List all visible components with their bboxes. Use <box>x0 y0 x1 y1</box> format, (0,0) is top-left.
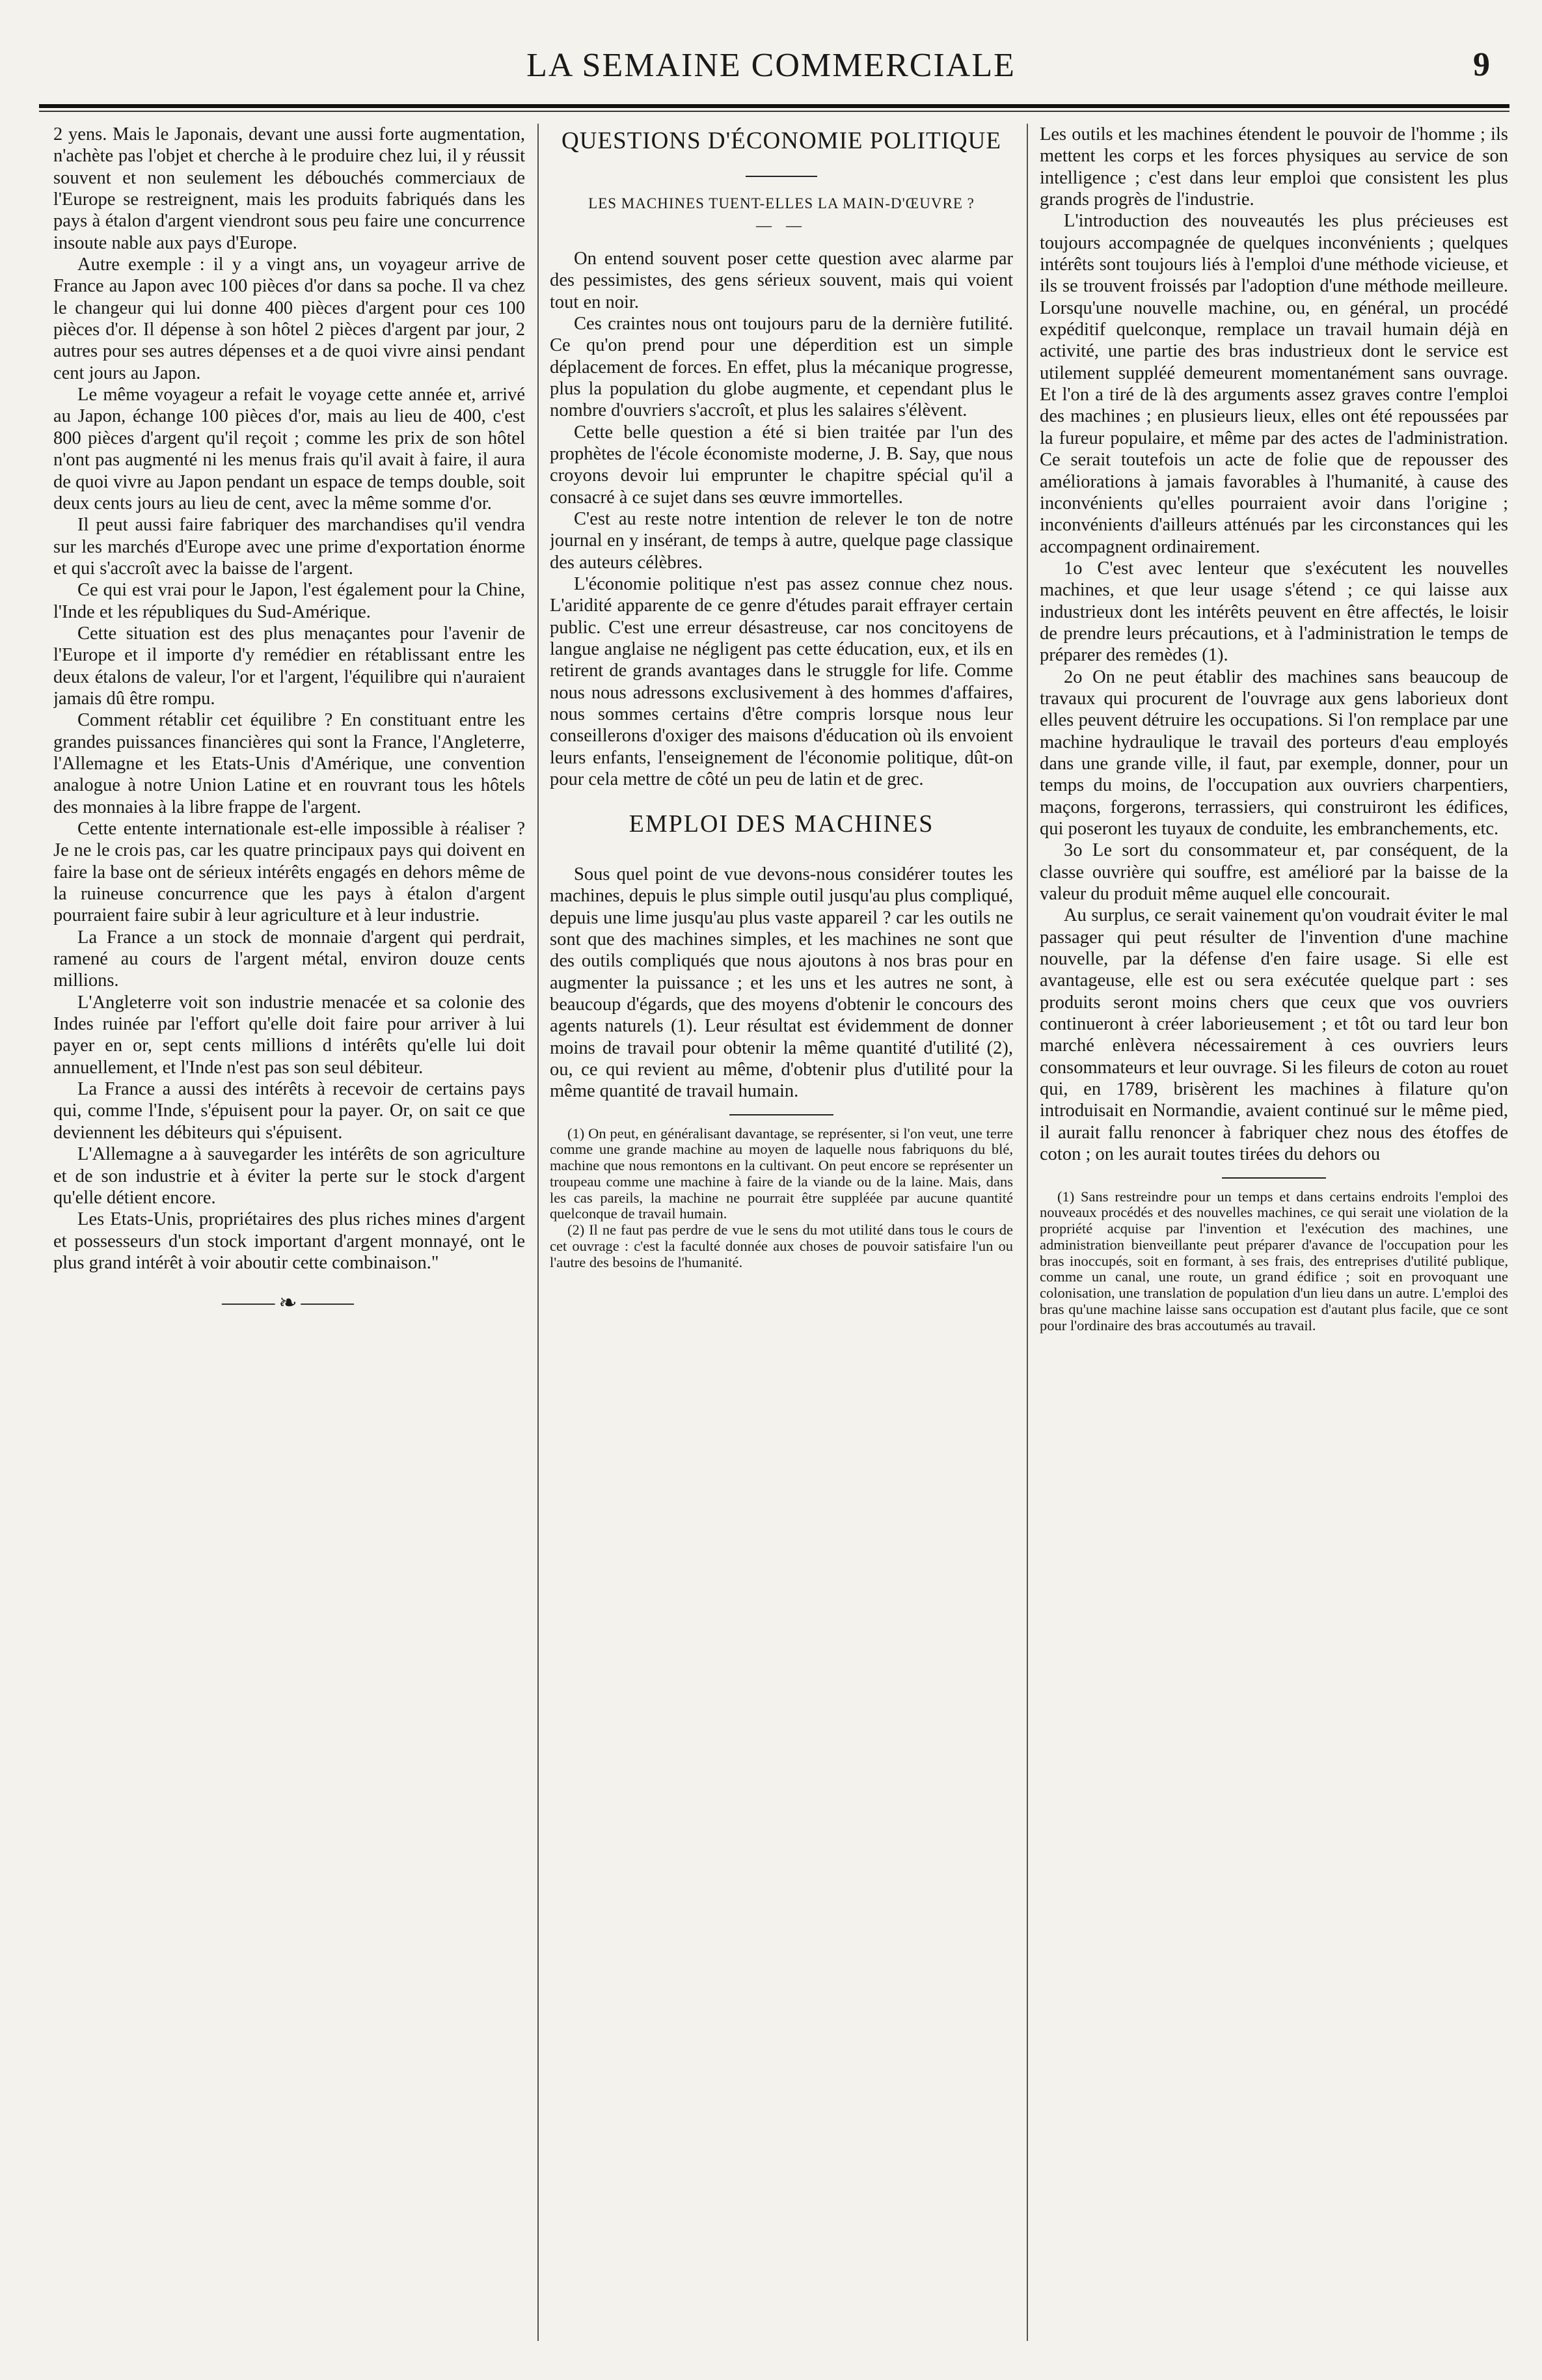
footnote-rule <box>1222 1177 1326 1179</box>
section-title: QUESTIONS D'ÉCONOMIE POLITIQUE <box>561 128 1001 154</box>
paragraph: Comment rétablir cet équilibre ? En constituant entre les grandes puissances financières qui sont la France, l'Angleterre, l'Allemagne et les Etats-Unis d'Amérique, une convention analogue à notre Union Latine et en rouvrant tous les hôtels des monnaies à la libre frappe de l'argent. <box>53 710 525 817</box>
paragraph: Cette belle question a été si bien traitée par l'un des prophètes de l'école économiste moderne, J. B. Say, que nous croyons devoir lui emprunter le chapitre spécial qu'il a consacré à ce sujet dans ses œuvre immortelles. <box>550 422 1013 508</box>
footnote-rule <box>729 1114 833 1115</box>
paragraph: Autre exemple : il y a vingt ans, un voyageur arrive de France au Japon avec 100 pièces d'or dans sa poche. Il va chez le changeur qui lui donne 400 pièces d'argent pour ces 100 pièces d'or. Il dépense à son hôtel 2 pièces d'argent par jour, 2 autres pour ses autres dépenses et a de quoi vivre ainsi pendant cent jours au Japon. <box>53 254 525 383</box>
paragraph: Les outils et les machines étendent le pouvoir de l'homme ; ils mettent les corps et les forces physiques au service de son intelligence ; c'est dans leur emploi que consistent les plus grands progrès de l'industrie. <box>1040 124 1508 210</box>
paragraph: L'introduction des nouveautés les plus précieuses est toujours accompagnée de quelques inconvénients ; quelques intérêts sont toujours liés à l'emploi d'une méthode vicieuse, et ils se trouvent froissés par l'adoption d'une méthode meilleure. Lorsqu'une nouvelle machine, ou, en général, un procédé expéditif quelconque, remplace un travail humain déjà en activité, une partie des bras industrieux dont le service est utilement suppléé demeurent momentanément sans ouvrage. Et l'on a tiré de là des arguments assez graves contre l'emploi des machines ; en plusieurs lieux, elles ont été repoussées par la fureur populaire, et même par des actes de l'administration. Ce serait toutefois un acte de folie que de repousser des améliorations à jamais favorables à l'humanité, à cause des inconvénients qu'elles pourraient avoir dans l'origine ; inconvénients d'ailleurs atténués par les circonstances qui les accompagnent ordinairement. <box>1040 211 1508 557</box>
subsection-title: EMPLOI DES MACHINES <box>629 810 934 838</box>
paragraph: 2 yens. Mais le Japonais, devant une aussi forte augmentation, n'achète pas l'objet et cherche à le produire chez lui, il y réussit souvent et non seulement les débouchés commerciaux de l'Europe se restreignent, mais les produits fabriqués dans les pays à étalon d'argent viendront sous peu faire une concurrence insoute nable aux pays d'Europe. <box>53 124 525 253</box>
footnotes <box>1040 1189 1508 1334</box>
footnotes <box>550 1126 1013 1271</box>
header-rule-thin <box>39 111 1509 112</box>
paragraph: Ce qui est vrai pour le Japon, l'est également pour la Chine, l'Inde et les républiques du Sud-Amérique. <box>53 580 525 622</box>
paragraph: Sous quel point de vue devons-nous considérer toutes les machines, depuis le plus simple outil jusqu'au plus compliqué, depuis une lime jusqu'au plus vaste appareil ? car les outils ne sont que des machines simples, et les machines ne sont que des outils compliqués que nous ajoutons à nos bras pour en augmenter la puissance ; et les uns et les autres ne sont, à beaucoup d'égards, que des moyens d'obtenir le concours des agents naturels (1). Leur résultat est évidemment de donner moins de travail pour obtenir la même quantité d'utilité (2), ou, ce qui revient au même, d'obtenir plus d'utilité pour la même quantité de travail humain. <box>550 864 1013 1102</box>
column-divider-2 <box>1027 124 1028 2341</box>
page-header <box>39 46 1503 85</box>
paragraph: La France a un stock de monnaie d'argent qui perdrait, ramené au cours de l'argent métal, environ douze cents millions. <box>53 927 525 991</box>
page-number: 9 <box>1473 46 1490 83</box>
paragraph: L'Angleterre voit son industrie menacée et sa colonie des Indes ruinée par l'effort qu'elle doit faire pour arriver à lui payer en or, sept cents millions d intérêts qu'elle lui doit annuellement, et l'Inde n'est pas son seul débiteur. <box>53 992 525 1078</box>
paragraph: 1o C'est avec lenteur que s'exécutent les nouvelles machines, et que leur usage s'étend ; ce qui laisse aux industrieux dont les intérêts peuvent en être affectés, le loisir de prendre leurs précautions, et à l'administration le temps de préparer des remèdes (1). <box>1040 558 1508 666</box>
column-1 <box>53 124 525 2347</box>
paragraph: Il peut aussi faire fabriquer des marchandises qu'il vendra sur les marchés d'Europe avec une prime d'exportation énorme et qui s'accroît avec la baisse de l'argent. <box>53 515 525 579</box>
paragraph: Cette situation est des plus menaçantes pour l'avenir de l'Europe et il importe d'y remédier en rétablissant entre les deux étalons de valeur, l'or et l'argent, l'équilibre qui n'auraient jamais dû être rompu. <box>53 623 525 709</box>
paragraph: Le même voyageur a refait le voyage cette année et, arrivé au Japon, échange 100 pièces d'or, mais au lieu de 400, c'est 800 pièces d'argent qu'il reçoit ; comme les prix de son hôtel n'ont pas augmenté ni les menus frais qu'il avait à faire, il aura de quoi vivre au Japon pendant un espace de temps double, soit deux cents jours au lieu de cent, avec la même somme d'or. <box>53 385 525 513</box>
newspaper-title: LA SEMAINE COMMERCIALE <box>526 46 1016 84</box>
paragraph: L'Allemagne a à sauvegarder les intérêts de son agriculture et de son industrie et à éviter la perte sur le stock d'argent qu'elle détient encore. <box>53 1144 525 1208</box>
article-subtitle: LES MACHINES TUENT-ELLES LA MAIN-D'ŒUVRE ? <box>588 195 975 212</box>
title-dash <box>550 165 1013 186</box>
paragraph: Les Etats-Unis, propriétaires des plus riches mines d'argent et possesseurs d'un stock important d'argent monnayé, ont le plus grand intérêt à voir aboutir cette combinaison." <box>53 1209 525 1273</box>
column-3 <box>1040 124 1508 2347</box>
paragraph: La France a aussi des intérêts à recevoir de certains pays qui, comme l'Inde, s'épuisent pour la payer. Or, on sait ce que deviennent les débiteurs qui s'épuisent. <box>53 1079 525 1143</box>
paragraph: 2o On ne peut établir des machines sans beaucoup de travaux qui procurent de l'ouvrage aux gens laborieux dont elles peuvent détruire les occupations. Si l'on remplace par une machine hydraulique le travail des porteurs d'eau employés dans une grande ville, il faut, par exemple, donner, pour un temps du moins, de l'occupation aux ouvriers charpentiers, maçons, forgerons, terrassiers, qui construiront les édifices, qui poseront les tuyaux de conduite, les embranchements, etc. <box>1040 666 1508 839</box>
end-ornament: ⸻❧⸻ <box>221 1291 358 1316</box>
footnote: (1) Sans restreindre pour un temps et dans certains endroits l'emploi des nouveaux procédés et des nouvelles machines, ce qui serait une violation de la propriété acquise par l'invention et l'exécution des machines, une administration bienveillante peut préparer d'avance de l'occupation pour les bras inoccupés, soit en formant, à ses frais, des entreprises d'utilité publique, comme un canal, une route, un grand édifice ; soit en provoquant une colonisation, une translation de population d'un lieu dans un autre. L'emploi des bras qu'une machine laisse sans occupation est d'autant plus facile, que ce sont pour l'ordinaire des bras accoutumés au travail. <box>1040 1188 1508 1334</box>
header-rule-thick <box>39 104 1509 108</box>
paragraph: Ces craintes nous ont toujours paru de la dernière futilité. Ce qu'on prend pour une déperdition est un simple déplacement de forces. En effet, plus la mécanique progresse, plus la population du globe augmente, et cependant plus le nombre d'ouvriers s'accroît, et plus les salaires s'élèvent. <box>550 313 1013 421</box>
paragraph: 3o Le sort du consommateur et, par conséquent, de la classe ouvrière qui souffre, est amélioré par la baisse de la valeur du produit même auquel elle concourait. <box>1040 840 1508 905</box>
column-2 <box>550 124 1013 2347</box>
paragraph: Cette entente internationale est-elle impossible à réaliser ? Je ne le crois pas, car les quatre principaux pays qui doivent en faire la base ont de sérieux intérêts engagés en dehors même de la ruineuse concurrence que les pays à étalon d'argent pourraient faire subir à leur agriculture et à leur industrie. <box>53 819 525 926</box>
footnote: (2) Il ne faut pas perdre de vue le sens du mot utilité dans tous le cours de cet ouvrage : c'est la faculté donnée aux choses de pouvoir satisfaire l'un ou l'autre des besoins de l'humanité. <box>550 1222 1013 1270</box>
footnote: (1) On peut, en généralisant davantage, se représenter, si l'on veut, une terre comme une grande machine au moyen de laquelle nous fabriquons du blé, machine que nous remontons en la cultivant. On peut encore se représenter un troupeau comme une machine à faire de la viande ou de la laine. Mais, dans les cas pareils, la machine ne pourrait être suppléée par aucune quantité quelconque de travail humain. <box>550 1125 1013 1222</box>
paragraph: On entend souvent poser cette question avec alarme par des pessimistes, des gens sérieux souvent, mais qui voient tout en noir. <box>550 248 1013 312</box>
column-divider-1 <box>537 124 539 2341</box>
paragraph: Au surplus, ce serait vainement qu'on voudrait éviter le mal passager qui peut résulter de l'invention d'une machine nouvelle, par la défense d'en faire usage. Si elle est avantageuse, elle est ou sera exécutée quelque part : ses produits seront moins chers que ceux que vos ouvriers continueront à créer laborieusement ; et tôt ou tard leur bon marché enlèvera nécessairement à ces ouvriers leurs consommateurs et leur ouvrage. Si les fileurs de coton au rouet qui, en 1789, brisèrent les machines à filature qu'on introduisait en Normandie, avaient continué sur le même pied, il aurait fallu renoncer à fabriquer chez nous des étoffes de coton ; on les aurait toutes tirées du dehors ou <box>1040 905 1508 1165</box>
separator-marks: — — <box>756 217 807 234</box>
paragraph: C'est au reste notre intention de relever le ton de notre journal en y insérant, de temps à autre, quelque page classique des auteurs célèbres. <box>550 509 1013 573</box>
paragraph: L'économie politique n'est pas assez connue chez nous. L'aridité apparente de ce genre d'études parait effrayer certain public. C'est une erreur désastreuse, car nos concitoyens de langue anglaise ne négligent pas cette éducation, eux, et ils en retirent de grands avantages dans le struggle for life. Comme nous nous adressons exclusivement à des hommes d'affaires, nous sommes certains d'être compris lorsque nous leur conseillerons d'oxiger des maisons d'éducation où ils envoient leurs enfants, l'enseignement de l'économie politique, dût-on pour cela mettre de côté un peu de latin et de grec. <box>550 574 1013 790</box>
